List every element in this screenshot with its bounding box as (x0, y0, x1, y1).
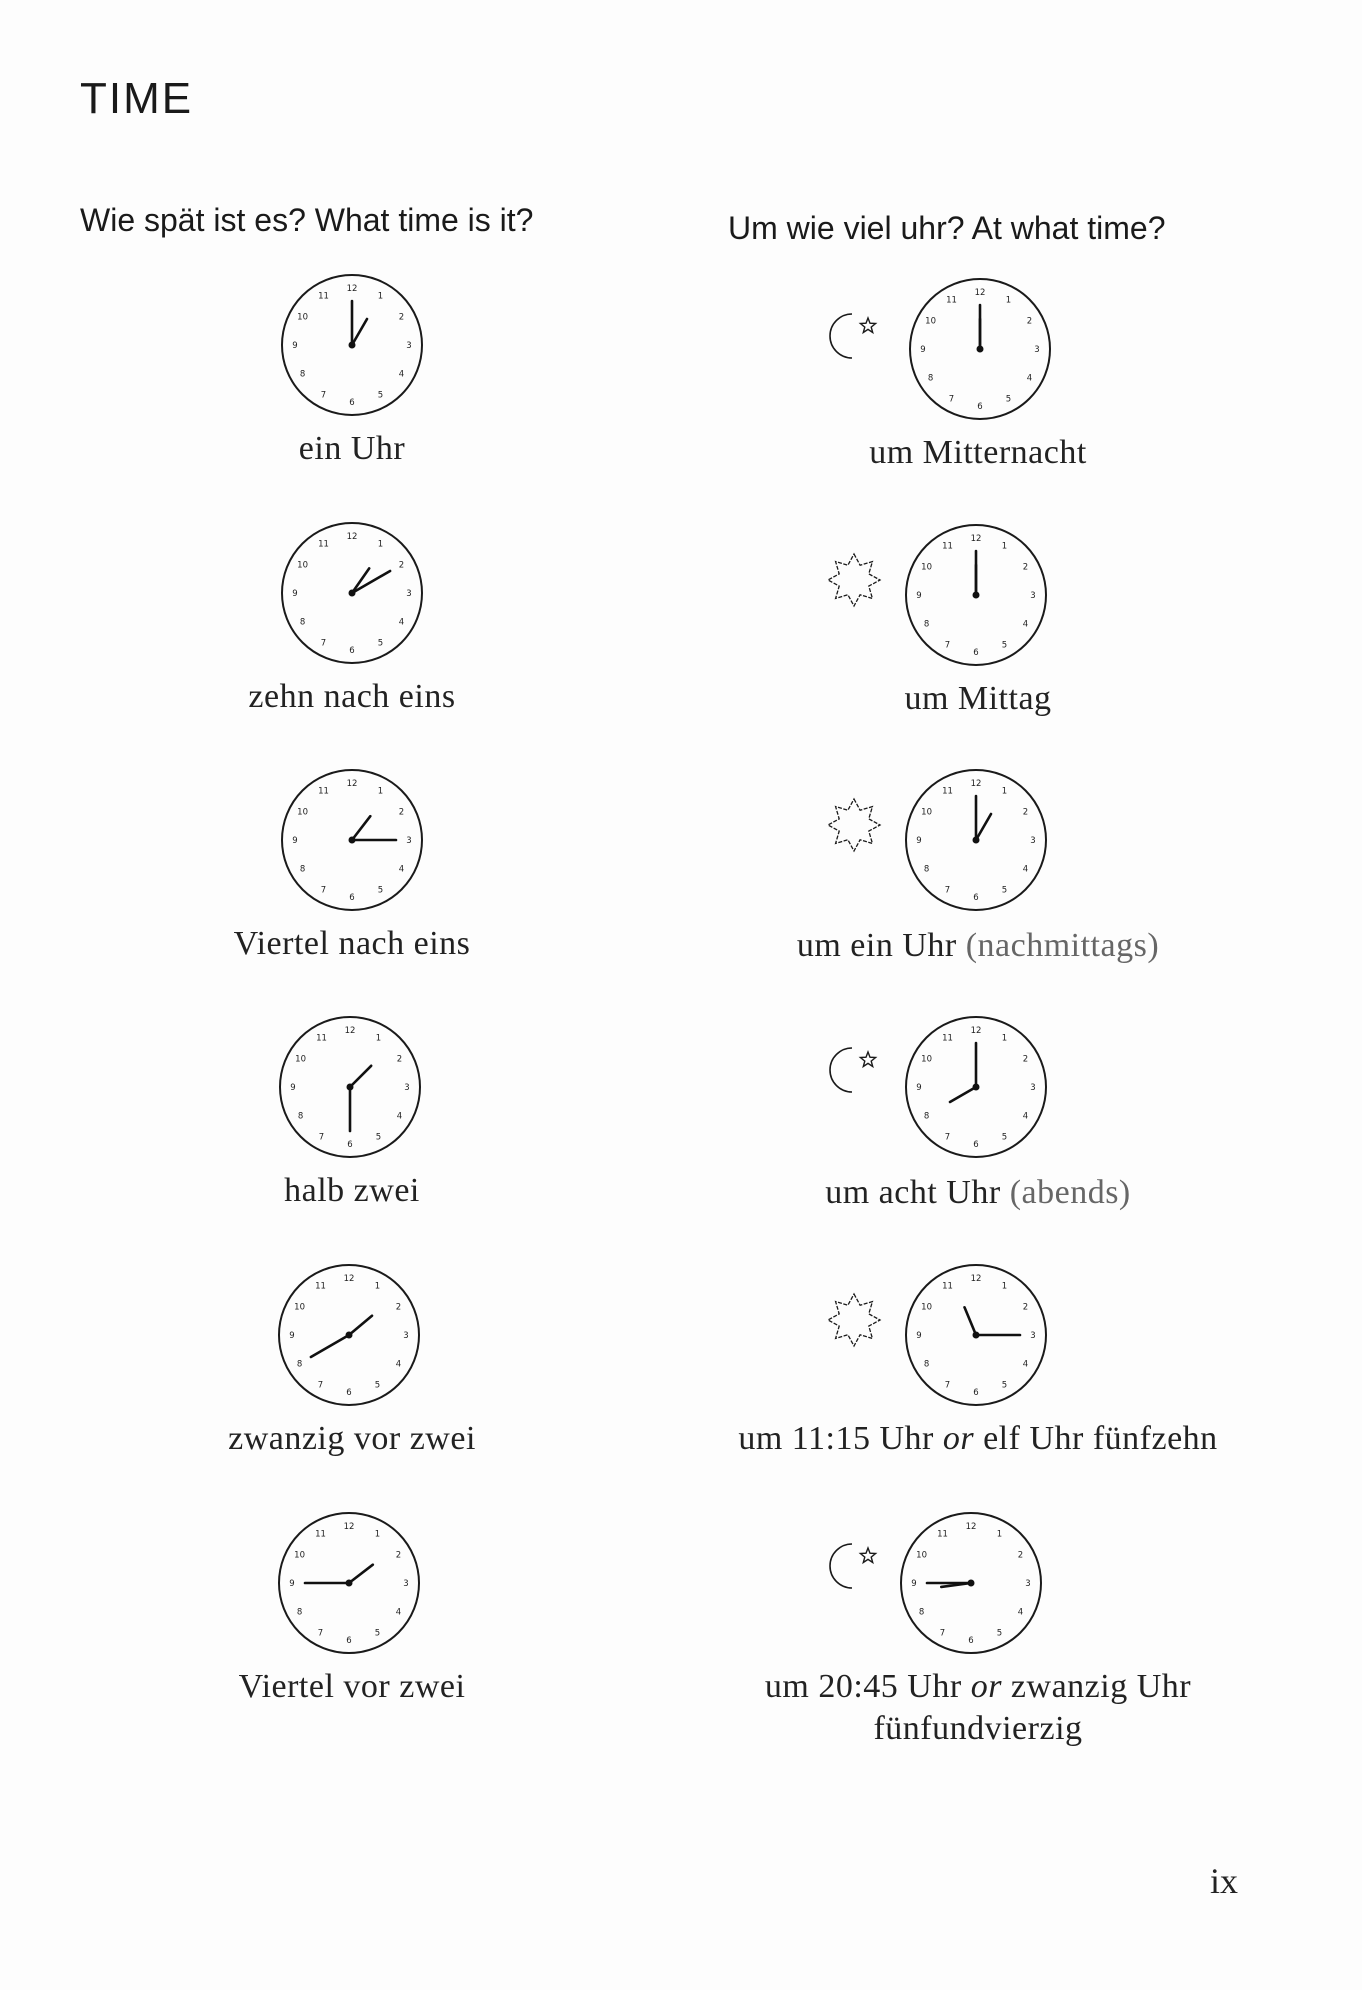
clock-center (346, 1332, 353, 1339)
time-caption: zehn nach eins (248, 678, 456, 715)
left-entry-1 (52, 270, 652, 480)
clock-numeral: 9 (289, 1331, 295, 1341)
clock-numeral: 2 (1022, 807, 1029, 818)
time-caption: um 11:15 Uhr or elf Uhr fünfzehn (738, 1420, 1218, 1457)
clock-numeral: 4 (1022, 1359, 1029, 1370)
clock-numeral: 4 (398, 864, 405, 875)
clock-numeral: 12 (970, 1026, 982, 1036)
clock-numeral: 10 (297, 560, 309, 571)
clock-numeral: 7 (320, 885, 327, 896)
clock-numeral: 2 (396, 1054, 403, 1065)
clock-numeral: 10 (925, 316, 937, 327)
clock-numeral: 3 (404, 1083, 410, 1093)
clock-center (349, 342, 356, 349)
clock-numeral: 7 (317, 1380, 324, 1391)
clock-numeral: 11 (315, 1529, 326, 1540)
clock-numeral: 10 (921, 1054, 933, 1065)
clock-numeral: 9 (916, 836, 922, 846)
clock-numeral: 8 (299, 617, 306, 628)
clock-numeral: 10 (921, 562, 933, 573)
clock-center (973, 592, 980, 599)
clock-numeral: 9 (292, 836, 298, 846)
star-shape (860, 318, 875, 333)
clock-center (973, 837, 980, 844)
clock-numeral: 5 (374, 1628, 381, 1639)
clock-numeral: 1 (375, 1033, 382, 1044)
clock-numeral: 9 (290, 1083, 296, 1093)
clock-numeral: 10 (916, 1550, 928, 1561)
clock-numeral: 7 (944, 1132, 951, 1143)
sun-shape (828, 1294, 880, 1346)
clock-numeral: 7 (318, 1132, 325, 1143)
clock-numeral: 11 (937, 1529, 948, 1540)
clock-numeral: 4 (1022, 619, 1029, 630)
clock-numeral: 1 (1001, 1281, 1008, 1292)
sun-shape (828, 554, 880, 606)
clock-numeral: 6 (973, 648, 979, 658)
moon-star-icon (826, 1042, 882, 1103)
hour-hand (950, 1087, 976, 1102)
time-caption: halb zwei (284, 1172, 420, 1209)
clock-numeral: 2 (398, 807, 405, 818)
clock-center (973, 1332, 980, 1339)
clock-numeral: 11 (942, 541, 953, 552)
clock-icon (901, 1012, 1051, 1162)
time-caption: um acht Uhr (abends) (825, 1174, 1131, 1211)
clock-numeral: 7 (317, 1628, 324, 1639)
clock-numeral: 7 (939, 1628, 946, 1639)
clock-icon (274, 1260, 424, 1410)
clock-numeral: 5 (1001, 885, 1008, 896)
clock-numeral: 11 (318, 539, 329, 550)
sun-icon (824, 795, 884, 860)
clock-numeral: 7 (948, 394, 955, 405)
clock-numeral: 10 (297, 312, 309, 323)
clock-numeral: 6 (346, 1636, 352, 1646)
clock-numeral: 12 (965, 1522, 977, 1532)
right-entry-3 (678, 765, 1278, 975)
hour-hand (976, 814, 991, 840)
clock-icon (277, 765, 427, 915)
clock-numeral: 8 (299, 864, 306, 875)
clock-numeral: 1 (377, 291, 384, 302)
clock-numeral: 6 (973, 1140, 979, 1150)
clock-numeral: 12 (346, 779, 358, 789)
right-entry-4 (678, 1012, 1278, 1222)
clock-numeral: 3 (403, 1579, 409, 1589)
clock-numeral: 2 (398, 312, 405, 323)
clock-numeral: 10 (921, 1302, 933, 1313)
clock-numeral: 9 (911, 1579, 917, 1589)
clock-numeral: 1 (374, 1281, 381, 1292)
clock-numeral: 6 (973, 1388, 979, 1398)
clock-numeral: 8 (923, 864, 930, 875)
hour-hand (349, 1565, 373, 1583)
clock-numeral: 8 (923, 1359, 930, 1370)
clock-icon (901, 520, 1051, 670)
clock-numeral: 12 (344, 1026, 356, 1036)
right-column-heading: Um wie viel uhr? At what time? (728, 210, 1166, 246)
clock-numeral: 12 (970, 779, 982, 789)
clock-center (346, 1580, 353, 1587)
clock-numeral: 4 (396, 1111, 403, 1122)
clock-numeral: 2 (1022, 1302, 1029, 1313)
left-entry-6 (52, 1508, 652, 1718)
time-caption: um Mittag (904, 680, 1052, 717)
clock-numeral: 2 (1017, 1550, 1024, 1561)
hour-hand (352, 319, 367, 345)
clock-numeral: 4 (398, 617, 405, 628)
clock-numeral: 5 (377, 390, 384, 401)
clock-numeral: 7 (320, 638, 327, 649)
clock-numeral: 11 (318, 291, 329, 302)
moon-shape (830, 314, 852, 358)
clock-numeral: 10 (294, 1302, 306, 1313)
clock-numeral: 9 (920, 345, 926, 355)
time-caption: Viertel vor zwei (238, 1668, 466, 1705)
clock-numeral: 9 (916, 1331, 922, 1341)
clock-numeral: 8 (923, 619, 930, 630)
clock-numeral: 1 (1005, 295, 1012, 306)
clock-icon (901, 1260, 1051, 1410)
clock-icon (905, 274, 1055, 424)
clock-icon (275, 1012, 425, 1162)
clock-numeral: 12 (970, 534, 982, 544)
clock-numeral: 3 (1030, 1083, 1036, 1093)
clock-numeral: 5 (1001, 1380, 1008, 1391)
right-entry-2 (678, 520, 1278, 730)
clock-center (973, 1084, 980, 1091)
clock-numeral: 5 (1001, 640, 1008, 651)
clock-numeral: 3 (1030, 836, 1036, 846)
sun-icon (824, 1290, 884, 1355)
clock-numeral: 11 (316, 1033, 327, 1044)
clock-numeral: 8 (296, 1607, 303, 1618)
clock-numeral: 12 (970, 1274, 982, 1284)
clock-numeral: 4 (1022, 864, 1029, 875)
time-caption: Viertel nach eins (233, 925, 471, 962)
clock-numeral: 12 (346, 532, 358, 542)
clock-numeral: 7 (944, 1380, 951, 1391)
clock-numeral: 12 (974, 288, 986, 298)
clock-numeral: 11 (315, 1281, 326, 1292)
clock-numeral: 3 (1034, 345, 1040, 355)
clock-numeral: 11 (942, 1281, 953, 1292)
clock-numeral: 3 (1025, 1579, 1031, 1589)
clock-numeral: 5 (996, 1628, 1003, 1639)
clock-numeral: 12 (346, 284, 358, 294)
clock-numeral: 1 (377, 539, 384, 550)
clock-numeral: 10 (921, 807, 933, 818)
clock-numeral: 10 (297, 807, 309, 818)
right-entry-1 (678, 274, 1278, 484)
clock-numeral: 5 (375, 1132, 382, 1143)
clock-center (968, 1580, 975, 1587)
sun-icon (824, 550, 884, 615)
clock-numeral: 1 (377, 786, 384, 797)
clock-numeral: 1 (996, 1529, 1003, 1540)
clock-numeral: 2 (1026, 316, 1033, 327)
clock-numeral: 2 (395, 1550, 402, 1561)
clock-icon (277, 270, 427, 420)
clock-center (349, 590, 356, 597)
clock-icon (901, 765, 1051, 915)
clock-numeral: 8 (918, 1607, 925, 1618)
clock-numeral: 1 (1001, 1033, 1008, 1044)
clock-numeral: 4 (395, 1607, 402, 1618)
clock-numeral: 4 (1026, 373, 1033, 384)
clock-numeral: 3 (406, 341, 412, 351)
clock-numeral: 8 (297, 1111, 304, 1122)
clock-numeral: 9 (292, 341, 298, 351)
moon-shape (830, 1544, 852, 1588)
clock-numeral: 6 (977, 402, 983, 412)
clock-numeral: 3 (406, 836, 412, 846)
clock-numeral: 1 (1001, 786, 1008, 797)
right-entry-6 (678, 1508, 1278, 1758)
clock-numeral: 4 (1017, 1607, 1024, 1618)
hour-hand (352, 816, 370, 840)
clock-numeral: 3 (1030, 1331, 1036, 1341)
clock-numeral: 8 (296, 1359, 303, 1370)
clock-numeral: 6 (349, 893, 355, 903)
clock-numeral: 5 (377, 638, 384, 649)
right-entry-5 (678, 1260, 1278, 1470)
clock-numeral: 2 (1022, 1054, 1029, 1065)
left-entry-5 (52, 1260, 652, 1470)
minute-hand (311, 1335, 349, 1357)
clock-numeral: 3 (406, 589, 412, 599)
clock-numeral: 11 (318, 786, 329, 797)
clock-numeral: 12 (343, 1522, 355, 1532)
left-entry-4 (52, 1012, 652, 1222)
moon-shape (830, 1048, 852, 1092)
clock-center (977, 346, 984, 353)
time-caption: zwanzig vor zwei (228, 1420, 476, 1457)
clock-numeral: 11 (946, 295, 957, 306)
hour-hand (349, 1316, 372, 1335)
clock-numeral: 5 (374, 1380, 381, 1391)
clock-icon (277, 518, 427, 668)
clock-numeral: 5 (377, 885, 384, 896)
page-title: TIME (80, 74, 194, 123)
clock-numeral: 8 (299, 369, 306, 380)
clock-icon (896, 1508, 1046, 1658)
moon-star-icon (826, 308, 882, 369)
clock-numeral: 1 (1001, 541, 1008, 552)
clock-numeral: 9 (289, 1579, 295, 1589)
clock-center (349, 837, 356, 844)
minute-hand (352, 571, 390, 593)
clock-numeral: 7 (944, 640, 951, 651)
clock-numeral: 4 (395, 1359, 402, 1370)
moon-star-icon (826, 1538, 882, 1599)
clock-numeral: 6 (349, 398, 355, 408)
clock-numeral: 6 (973, 893, 979, 903)
clock-numeral: 4 (398, 369, 405, 380)
clock-numeral: 3 (403, 1331, 409, 1341)
clock-numeral: 6 (346, 1388, 352, 1398)
clock-numeral: 9 (916, 591, 922, 601)
clock-numeral: 11 (942, 786, 953, 797)
clock-center (347, 1084, 354, 1091)
clock-numeral: 10 (294, 1550, 306, 1561)
hour-hand (965, 1307, 977, 1335)
clock-numeral: 6 (968, 1636, 974, 1646)
clock-numeral: 4 (1022, 1111, 1029, 1122)
star-shape (860, 1548, 875, 1563)
clock-icon (274, 1508, 424, 1658)
clock-numeral: 5 (1005, 394, 1012, 405)
clock-numeral: 11 (942, 1033, 953, 1044)
clock-numeral: 7 (944, 885, 951, 896)
clock-numeral: 12 (343, 1274, 355, 1284)
clock-numeral: 8 (923, 1111, 930, 1122)
clock-numeral: 6 (347, 1140, 353, 1150)
time-caption: um ein Uhr (nachmittags) (796, 927, 1160, 964)
star-shape (860, 1052, 875, 1067)
clock-numeral: 8 (927, 373, 934, 384)
time-caption: ein Uhr (298, 430, 406, 467)
left-column-heading: Wie spät ist es? What time is it? (80, 202, 534, 238)
clock-numeral: 9 (916, 1083, 922, 1093)
clock-numeral: 7 (320, 390, 327, 401)
clock-numeral: 9 (292, 589, 298, 599)
clock-numeral: 6 (349, 646, 355, 656)
clock-numeral: 2 (398, 560, 405, 571)
clock-numeral: 2 (395, 1302, 402, 1313)
sun-shape (828, 799, 880, 851)
clock-numeral: 5 (1001, 1132, 1008, 1143)
time-caption: um Mitternacht (869, 434, 1087, 471)
clock-numeral: 1 (374, 1529, 381, 1540)
clock-numeral: 10 (295, 1054, 307, 1065)
time-caption: um 20:45 Uhr or zwanzig Uhr fünfundvierzig (764, 1668, 1192, 1747)
left-entry-3 (52, 765, 652, 975)
left-entry-2 (52, 518, 652, 728)
hour-hand (350, 1066, 371, 1087)
clock-numeral: 2 (1022, 562, 1029, 573)
page-number: ix (1209, 1861, 1238, 1901)
clock-numeral: 3 (1030, 591, 1036, 601)
